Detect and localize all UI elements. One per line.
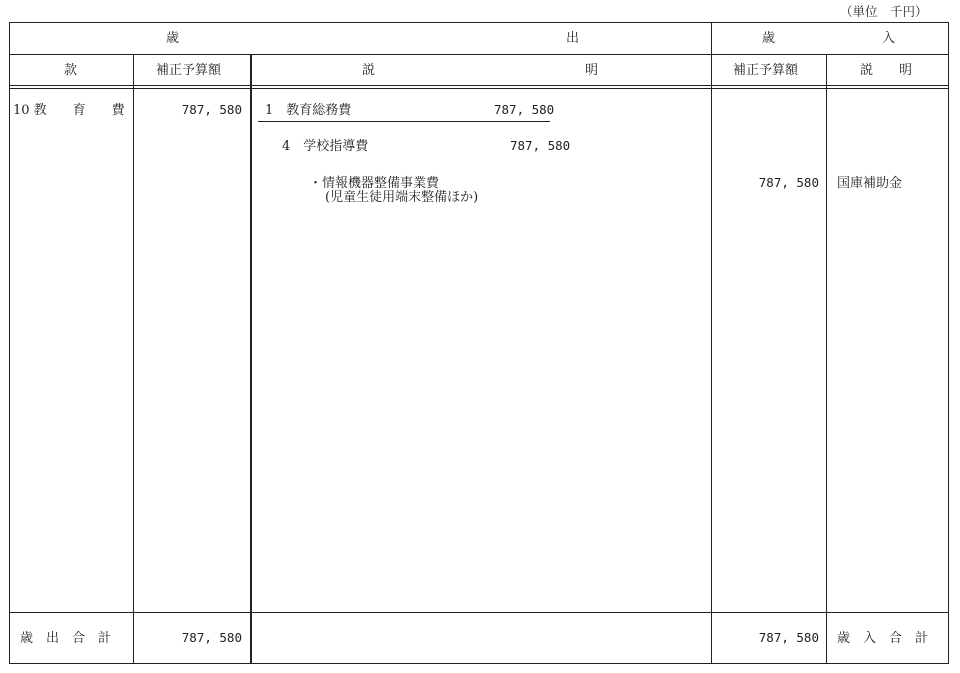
item-label: 10 教 育 費 [13, 103, 125, 118]
line2-amount: 787, 580 [510, 138, 571, 153]
line3-sub: (児童生徒用端末整備ほか) [325, 190, 479, 205]
col-divider-exp-rev [711, 22, 712, 664]
revenue-total-label: 歳 入 合 計 [837, 631, 929, 646]
column-explanation-right: 明 [585, 63, 599, 78]
header-expenditure-left: 歳 [166, 31, 180, 46]
footer-divider [9, 612, 949, 613]
line3-label: ・情報機器整備事業費 [309, 176, 440, 191]
column-amount: 補正予算額 [156, 63, 222, 78]
expenditure-total-label: 歳 出 合 計 [20, 631, 112, 646]
header-divider [9, 54, 949, 55]
line2-label: 4 学校指導費 [282, 139, 369, 154]
col-divider-amount [250, 54, 252, 664]
revenue-total-amount: 787, 580 [758, 630, 819, 645]
line1-underline [258, 121, 550, 122]
column-item: 款 [64, 63, 78, 78]
column-revenue-amount: 補正予算額 [733, 63, 799, 78]
column-explanation-left: 説 [362, 63, 376, 78]
column-header-divider [9, 85, 949, 86]
unit-label: （単位 千円） [840, 4, 928, 19]
col-divider-item [133, 54, 134, 664]
revenue-amount: 787, 580 [758, 175, 819, 190]
budget-table [9, 22, 949, 664]
line1-label: 1 教育総務費 [265, 103, 352, 118]
expenditure-total-amount: 787, 580 [181, 630, 242, 645]
header-expenditure-right: 出 [566, 31, 580, 46]
line1-amount: 787, 580 [494, 102, 555, 117]
col-divider-rev [826, 54, 827, 664]
revenue-explanation: 国庫補助金 [837, 176, 903, 191]
body-divider-top [9, 88, 949, 89]
column-revenue-explanation: 説 明 [860, 63, 913, 78]
header-revenue-right: 入 [882, 31, 896, 46]
item-amount: 787, 580 [181, 102, 242, 117]
header-revenue-left: 歳 [762, 31, 776, 46]
